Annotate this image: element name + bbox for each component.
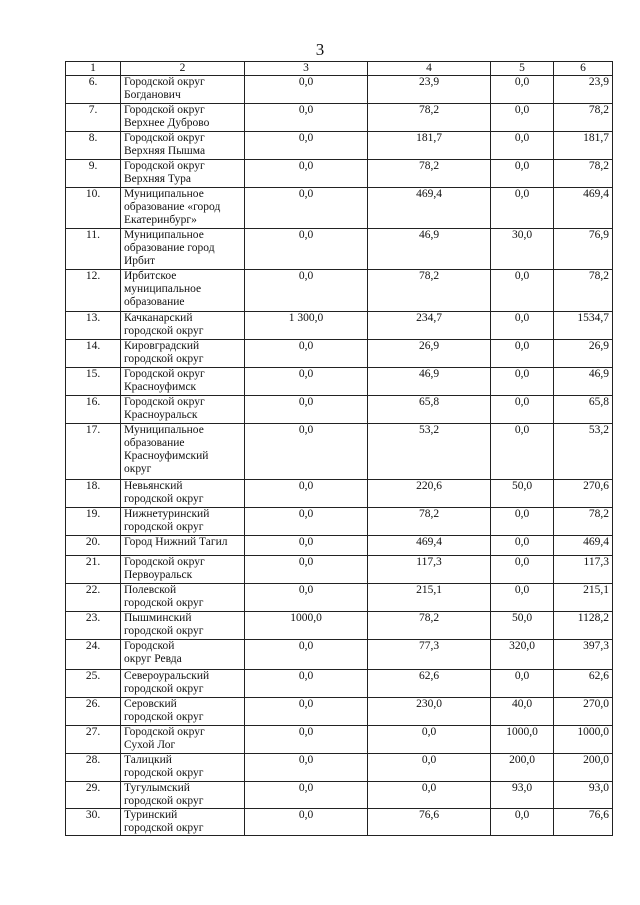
value-col5-cell: 0,0 [491,508,554,536]
value-col5-cell: 320,0 [491,640,554,670]
value-col5-cell: 93,0 [491,782,554,809]
municipality-name-line: Городской округ [124,76,205,88]
municipality-name-line: Городской округ [124,104,205,116]
total-cell: 53,2 [554,424,613,480]
value-col3-cell: 0,0 [245,782,368,809]
municipality-name-cell [121,726,245,754]
municipality-name-line: Городской округ [124,556,205,568]
row-number-cell: 15. [66,368,121,396]
value-col5-cell: 30,0 [491,229,554,270]
municipality-name-line: Городской округ [124,160,205,172]
table-row [66,536,613,556]
value-col5-cell: 0,0 [491,556,554,584]
table-row [66,76,613,104]
row-number-cell: 21. [66,556,121,584]
value-col5-cell: 0,0 [491,584,554,612]
value-col5-cell: 0,0 [491,76,554,104]
municipality-name-cell [121,270,245,312]
row-number-cell: 17. [66,424,121,480]
value-col4-cell: 220,6 [368,480,491,508]
municipality-name-line: Ирбит [124,255,156,267]
municipality-name-line: Красноуфимск [124,381,197,393]
municipality-name-line: образование [124,296,185,308]
value-col3-cell: 0,0 [245,809,368,836]
municipality-name-line: Город Нижний Тагил [124,536,228,548]
value-col3-cell: 0,0 [245,670,368,698]
value-col3-cell: 0,0 [245,508,368,536]
municipality-name-line: Туринский [124,809,178,821]
value-col3-cell: 0,0 [245,726,368,754]
total-cell: 23,9 [554,76,613,104]
municipality-name-cell [121,809,245,836]
municipality-name-line: Муниципальное [124,424,204,436]
table-row [66,726,613,754]
value-col4-cell: 62,6 [368,670,491,698]
municipality-name-line: округ [124,463,152,475]
table-header-row [66,62,613,76]
row-number-cell: 8. [66,132,121,160]
municipality-name-cell [121,670,245,698]
value-col5-cell: 0,0 [491,104,554,132]
municipality-name-cell [121,76,245,104]
column-header: 4 [368,62,491,76]
municipality-name-line: городской округ [124,353,204,365]
municipality-name-line: Красноуфимский [124,450,209,462]
value-col3-cell: 0,0 [245,188,368,229]
column-header: 5 [491,62,554,76]
row-number-cell: 25. [66,670,121,698]
value-col5-cell: 0,0 [491,312,554,340]
municipality-name-cell [121,584,245,612]
value-col5-cell: 0,0 [491,160,554,188]
municipality-name-line: Богданович [124,89,181,101]
total-cell: 1000,0 [554,726,613,754]
table-row [66,132,613,160]
municipality-name-cell [121,160,245,188]
municipality-name-cell [121,132,245,160]
municipality-name-line: городской округ [124,521,204,533]
municipality-name-line: Городской округ [124,396,205,408]
municipality-name-line: Невьянский [124,480,183,492]
value-col4-cell: 0,0 [368,782,491,809]
value-col4-cell: 0,0 [368,726,491,754]
value-col5-cell: 40,0 [491,698,554,726]
municipality-name-line: Городской округ [124,726,205,738]
value-col5-cell: 50,0 [491,612,554,640]
value-col5-cell: 0,0 [491,424,554,480]
table-row [66,480,613,508]
value-col3-cell: 0,0 [245,584,368,612]
municipality-name-line: Красноуральск [124,409,198,421]
value-col4-cell: 26,9 [368,340,491,368]
value-col4-cell: 76,6 [368,809,491,836]
value-col3-cell: 0,0 [245,104,368,132]
row-number-cell: 20. [66,536,121,556]
total-cell: 200,0 [554,754,613,782]
table-row [66,396,613,424]
municipality-name-line: Качканарский [124,312,193,324]
column-header: 1 [66,62,121,76]
total-cell: 397,3 [554,640,613,670]
value-col3-cell: 0,0 [245,270,368,312]
value-col4-cell: 469,4 [368,188,491,229]
table-row [66,809,613,836]
row-number-cell: 6. [66,76,121,104]
total-cell: 215,1 [554,584,613,612]
municipality-name-line: Полевской [124,584,177,596]
column-header: 3 [245,62,368,76]
value-col4-cell: 0,0 [368,754,491,782]
municipality-name-cell [121,536,245,556]
value-col5-cell: 0,0 [491,340,554,368]
row-number-cell: 24. [66,640,121,670]
total-cell: 78,2 [554,104,613,132]
value-col4-cell: 234,7 [368,312,491,340]
municipality-name-line: Нижнетуринский [124,508,210,520]
row-number-cell: 10. [66,188,121,229]
value-col3-cell: 0,0 [245,160,368,188]
total-cell: 117,3 [554,556,613,584]
total-cell: 469,4 [554,536,613,556]
value-col4-cell: 78,2 [368,508,491,536]
table-row [66,754,613,782]
table-row [66,340,613,368]
row-number-cell: 7. [66,104,121,132]
municipality-name-line: городской округ [124,683,204,695]
municipality-name-cell [121,229,245,270]
row-number-cell: 18. [66,480,121,508]
municipality-name-cell [121,340,245,368]
value-col5-cell: 0,0 [491,270,554,312]
value-col4-cell: 65,8 [368,396,491,424]
municipality-name-cell [121,368,245,396]
municipality-name-line: Серовский [124,698,177,710]
total-cell: 181,7 [554,132,613,160]
table-row [66,424,613,480]
municipality-name-cell [121,396,245,424]
row-number-cell: 28. [66,754,121,782]
table-row [66,556,613,584]
total-cell: 46,9 [554,368,613,396]
municipality-name-line: Муниципальное [124,188,204,200]
municipality-name-cell [121,480,245,508]
total-cell: 76,6 [554,809,613,836]
value-col4-cell: 53,2 [368,424,491,480]
value-col5-cell: 1000,0 [491,726,554,754]
column-header: 2 [121,62,245,76]
total-cell: 26,9 [554,340,613,368]
value-col5-cell: 0,0 [491,809,554,836]
municipality-name-line: Первоуральск [124,569,193,581]
value-col3-cell: 0,0 [245,229,368,270]
value-col4-cell: 46,9 [368,229,491,270]
value-col4-cell: 46,9 [368,368,491,396]
table-row [66,584,613,612]
value-col3-cell: 0,0 [245,132,368,160]
value-col3-cell: 0,0 [245,480,368,508]
total-cell: 270,0 [554,698,613,726]
value-col3-cell: 0,0 [245,754,368,782]
value-col3-cell: 0,0 [245,424,368,480]
municipality-name-cell [121,612,245,640]
table-row [66,612,613,640]
total-cell: 1534,7 [554,312,613,340]
value-col3-cell: 1 300,0 [245,312,368,340]
row-number-cell: 14. [66,340,121,368]
municipality-name-cell [121,754,245,782]
value-col3-cell: 0,0 [245,640,368,670]
municipality-name-cell [121,698,245,726]
value-col4-cell: 23,9 [368,76,491,104]
total-cell: 270,6 [554,480,613,508]
value-col3-cell: 0,0 [245,536,368,556]
value-col5-cell: 0,0 [491,536,554,556]
table-row [66,670,613,698]
municipality-name-line: Кировградский [124,340,200,352]
row-number-cell: 26. [66,698,121,726]
table-row [66,160,613,188]
municipality-name-line: городской округ [124,325,204,337]
page-number: 3 [315,40,325,59]
value-col3-cell: 0,0 [245,396,368,424]
value-col4-cell: 78,2 [368,270,491,312]
table-row [66,640,613,670]
municipality-name-line: Сухой Лог [124,739,176,751]
row-number-cell: 16. [66,396,121,424]
value-col4-cell: 181,7 [368,132,491,160]
municipality-name-line: Городской округ [124,368,205,380]
value-col3-cell: 0,0 [245,556,368,584]
municipality-name-line: образование [124,437,185,449]
value-col5-cell: 200,0 [491,754,554,782]
municipality-name-line: городской округ [124,625,204,637]
municipality-name-line: Талицкий [124,754,172,766]
value-col4-cell: 230,0 [368,698,491,726]
total-cell: 78,2 [554,270,613,312]
value-col3-cell: 0,0 [245,76,368,104]
value-col4-cell: 117,3 [368,556,491,584]
value-col4-cell: 469,4 [368,536,491,556]
municipality-name-cell [121,556,245,584]
value-col4-cell: 215,1 [368,584,491,612]
municipality-name-line: городской округ [124,597,204,609]
table-row [66,104,613,132]
municipality-name-line: городской округ [124,795,204,807]
municipality-name-line: округ Ревда [124,653,182,665]
value-col4-cell: 78,2 [368,104,491,132]
municipality-name-line: Екатеринбург» [124,214,197,226]
municipality-name-line: Муниципальное [124,229,204,241]
row-number-cell: 22. [66,584,121,612]
row-number-cell: 9. [66,160,121,188]
municipality-name-cell [121,782,245,809]
value-col3-cell: 0,0 [245,340,368,368]
table-row [66,698,613,726]
municipality-name-cell [121,640,245,670]
row-number-cell: 30. [66,809,121,836]
row-number-cell: 27. [66,726,121,754]
total-cell: 93,0 [554,782,613,809]
value-col3-cell: 0,0 [245,368,368,396]
value-col3-cell: 0,0 [245,698,368,726]
value-col5-cell: 0,0 [491,132,554,160]
value-col4-cell: 78,2 [368,160,491,188]
value-col5-cell: 0,0 [491,670,554,698]
table-row [66,270,613,312]
value-col3-cell: 1000,0 [245,612,368,640]
row-number-cell: 23. [66,612,121,640]
municipality-name-line: образование город [124,242,215,254]
municipality-name-line: образование «город [124,201,221,213]
municipality-name-cell [121,508,245,536]
municipality-name-line: Верхняя Тура [124,173,191,185]
total-cell: 469,4 [554,188,613,229]
value-col4-cell: 77,3 [368,640,491,670]
municipality-name-line: Ирбитское [124,270,177,282]
municipality-name-line: Тугулымский [124,782,190,794]
total-cell: 65,8 [554,396,613,424]
municipality-name-line: городской округ [124,822,204,834]
table-row [66,508,613,536]
municipality-name-line: городской округ [124,493,204,505]
total-cell: 78,2 [554,508,613,536]
value-col5-cell: 0,0 [491,188,554,229]
value-col5-cell: 0,0 [491,396,554,424]
municipality-name-cell [121,424,245,480]
municipality-name-cell [121,104,245,132]
column-header: 6 [554,62,613,76]
total-cell: 1128,2 [554,612,613,640]
municipality-name-line: городской округ [124,711,204,723]
row-number-cell: 19. [66,508,121,536]
row-number-cell: 11. [66,229,121,270]
municipality-name-line: Пышминский [124,612,192,624]
municipality-name-line: Верхняя Пышма [124,145,206,157]
table-row [66,368,613,396]
municipality-name-line: муниципальное [124,283,202,295]
municipality-name-line: Североуральский [124,670,210,682]
total-cell: 62,6 [554,670,613,698]
budget-table [65,61,613,836]
table-row [66,782,613,809]
municipality-name-cell [121,312,245,340]
municipality-name-line: городской округ [124,767,204,779]
row-number-cell: 29. [66,782,121,809]
municipality-name-cell [121,188,245,229]
municipality-name-line: Верхнее Дуброво [124,117,210,129]
table-row [66,229,613,270]
value-col4-cell: 78,2 [368,612,491,640]
total-cell: 78,2 [554,160,613,188]
value-col5-cell: 50,0 [491,480,554,508]
row-number-cell: 13. [66,312,121,340]
total-cell: 76,9 [554,229,613,270]
table-row [66,312,613,340]
municipality-name-line: Городской округ [124,132,205,144]
municipality-name-line: Городской [124,640,175,652]
row-number-cell: 12. [66,270,121,312]
table-row [66,188,613,229]
value-col5-cell: 0,0 [491,368,554,396]
